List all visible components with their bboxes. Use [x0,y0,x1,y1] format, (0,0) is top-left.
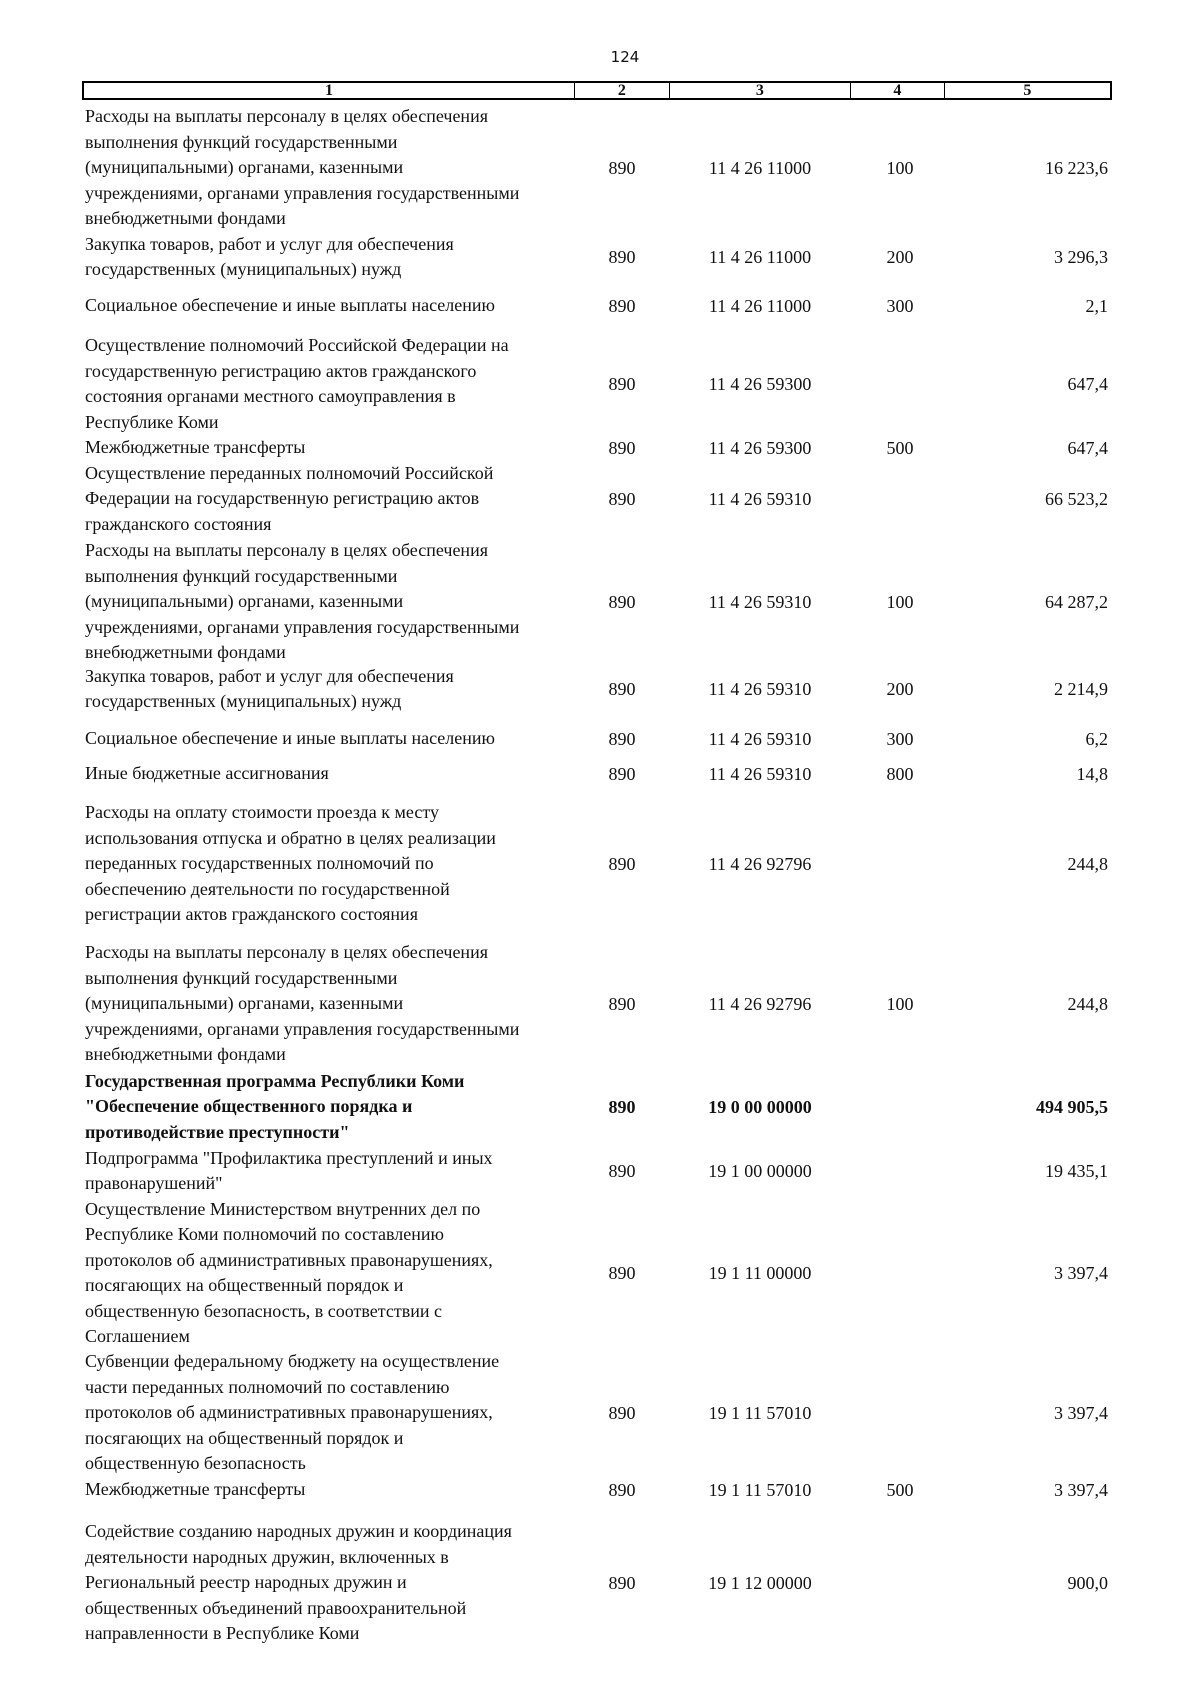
row-ministry-code: 890 [608,373,636,394]
row-description: Осуществление Министерством внутренних дел по Республике Коми полномочий по составлению протоколов об административных правонарушениях, посягающих на общественный порядок и общественную безопасность, в соответствии с Соглашением [85,1198,493,1346]
row-amount: 494 905,5 [1036,1096,1108,1117]
row-description: Осуществление полномочий Российской Федерации на государственную регистрацию актов гражданского состояния органами местного самоуправления в Республике Коми [85,335,509,432]
row-amount: 6,2 [1085,728,1108,749]
table-row [0,1146,1200,1196]
table-row [0,758,1200,790]
row-amount: 3 397,4 [1054,1402,1108,1423]
row-description: Расходы на выплаты персоналу в целях обеспечения выполнения функций государственными (муниципальными) органами, казенными учреждениями, органами управления государственными внебюджетными фондами [85,106,520,229]
row-expense-type: 800 [886,763,914,784]
row-target-article: 11 4 26 59310 [708,728,812,749]
table-row [0,723,1200,755]
row-ministry-code: 890 [608,591,636,612]
row-target-article: 11 4 26 11000 [708,246,812,267]
table-row [0,664,1200,714]
row-amount: 3 296,3 [1054,246,1108,267]
row-ministry-code: 890 [608,1402,636,1423]
row-amount: 647,4 [1067,437,1108,458]
row-ministry-code: 890 [608,1479,636,1500]
table-row [0,290,1200,322]
row-target-article: 19 1 12 00000 [708,1572,812,1593]
row-amount: 244,8 [1067,993,1108,1014]
row-expense-type: 100 [886,993,914,1014]
row-target-article: 19 1 11 57010 [708,1402,812,1423]
row-expense-type: 200 [886,246,914,267]
row-description: Закупка товаров, работ и услуг для обеспечения государственных (муниципальных) нужд [85,233,454,279]
row-ministry-code: 890 [608,853,636,874]
header-col-3: 3 [670,83,851,98]
row-target-article: 11 4 26 11000 [708,295,812,316]
table-row [0,800,1200,928]
row-amount: 3 397,4 [1054,1479,1108,1500]
row-target-article: 11 4 26 59310 [708,763,812,784]
row-ministry-code: 890 [608,488,636,509]
row-expense-type: 100 [886,157,914,178]
row-target-article: 19 0 00 00000 [708,1096,812,1117]
row-expense-type: 300 [886,728,914,749]
table-row [0,1477,1200,1503]
row-ministry-code: 890 [608,728,636,749]
row-amount: 2,1 [1085,295,1108,316]
row-description: Субвенции федеральному бюджету на осуществление части переданных полномочий по составлению протоколов об административных правонарушениях, посягающих на общественный порядок и общественную безопасность [85,1351,500,1474]
row-ministry-code: 890 [608,993,636,1014]
row-description: Расходы на выплаты персоналу в целях обеспечения выполнения функций государственными (муниципальными) органами, казенными учреждениями, органами управления государственными внебюджетными фондами [85,942,520,1065]
table-row [0,1196,1200,1350]
row-ministry-code: 890 [608,246,636,267]
row-ministry-code: 890 [608,1572,636,1593]
row-amount: 19 435,1 [1045,1160,1108,1181]
row-amount: 900,0 [1067,1572,1108,1593]
row-amount: 14,8 [1076,763,1108,784]
header-col-2: 2 [575,83,670,98]
table-row [0,940,1200,1068]
row-target-article: 11 4 26 59300 [708,373,812,394]
row-amount: 647,4 [1067,373,1108,394]
row-ministry-code: 890 [608,1096,636,1117]
row-target-article: 19 1 11 57010 [708,1479,812,1500]
row-ministry-code: 890 [608,1160,636,1181]
row-amount: 64 287,2 [1045,591,1108,612]
row-target-article: 11 4 26 92796 [708,993,812,1014]
row-description: Подпрограмма "Профилактика преступлений и иных правонарушений" [85,1147,493,1193]
table-row [0,538,1200,666]
row-ministry-code: 890 [608,1262,636,1283]
row-ministry-code: 890 [608,678,636,699]
table-header [82,81,1112,100]
row-ministry-code: 890 [608,437,636,458]
header-col-4: 4 [851,83,945,98]
row-expense-type: 200 [886,678,914,699]
table-row [0,104,1200,232]
row-description: Социальное обеспечение и иные выплаты населению [85,295,495,316]
row-amount: 3 397,4 [1054,1262,1108,1283]
row-ministry-code: 890 [608,295,636,316]
table-row [0,1519,1200,1647]
row-target-article: 11 4 26 92796 [708,853,812,874]
row-target-article: 11 4 26 11000 [708,157,812,178]
row-amount: 244,8 [1067,853,1108,874]
row-description: Расходы на оплату стоимости проезда к месту использования отпуска и обратно в целях реализации переданных государственных полномочий по обеспечению деятельности по государственной регистрации актов гражданского состояния [85,802,496,925]
table-row [0,1068,1200,1146]
row-description: Межбюджетные трансферты [85,437,306,458]
table-row [0,435,1200,461]
row-description: Содействие созданию народных дружин и координация деятельности народных дружин, включенных в Региональный реестр народных дружин и общественных объединений правоохранительной направленности в Республике Коми [85,1521,512,1644]
row-target-article: 11 4 26 59300 [708,437,812,458]
table-row [0,460,1200,538]
row-target-article: 11 4 26 59310 [708,591,812,612]
row-ministry-code: 890 [608,157,636,178]
table-row [0,333,1200,435]
row-ministry-code: 890 [608,763,636,784]
row-target-article: 11 4 26 59310 [708,488,812,509]
page-number: 124 [610,48,640,66]
row-target-article: 11 4 26 59310 [708,678,812,699]
header-col-1: 1 [84,83,575,98]
row-expense-type: 100 [886,591,914,612]
row-expense-type: 500 [886,437,914,458]
row-description: Государственная программа Республики Коми "Обеспечение общественного порядка и противодействие преступности" [85,1070,465,1142]
row-description: Закупка товаров, работ и услуг для обеспечения государственных (муниципальных) нужд [85,665,454,711]
row-description: Социальное обеспечение и иные выплаты населению [85,728,495,749]
table-row [0,1349,1200,1477]
row-amount: 2 214,9 [1054,678,1108,699]
table-row [0,232,1200,282]
row-amount: 16 223,6 [1045,157,1108,178]
row-expense-type: 300 [886,295,914,316]
row-description: Иные бюджетные ассигнования [85,763,329,784]
row-target-article: 19 1 00 00000 [708,1160,812,1181]
row-amount: 66 523,2 [1045,488,1108,509]
row-description: Межбюджетные трансферты [85,1479,306,1500]
row-description: Расходы на выплаты персоналу в целях обеспечения выполнения функций государственными (муниципальными) органами, казенными учреждениями, органами управления государственными внебюджетными фондами [85,540,520,663]
row-target-article: 19 1 11 00000 [708,1262,812,1283]
row-expense-type: 500 [886,1479,914,1500]
header-col-5: 5 [1023,82,1032,99]
row-description: Осуществление переданных полномочий Российской Федерации на государственную регистрацию актов гражданского состояния [85,462,494,534]
